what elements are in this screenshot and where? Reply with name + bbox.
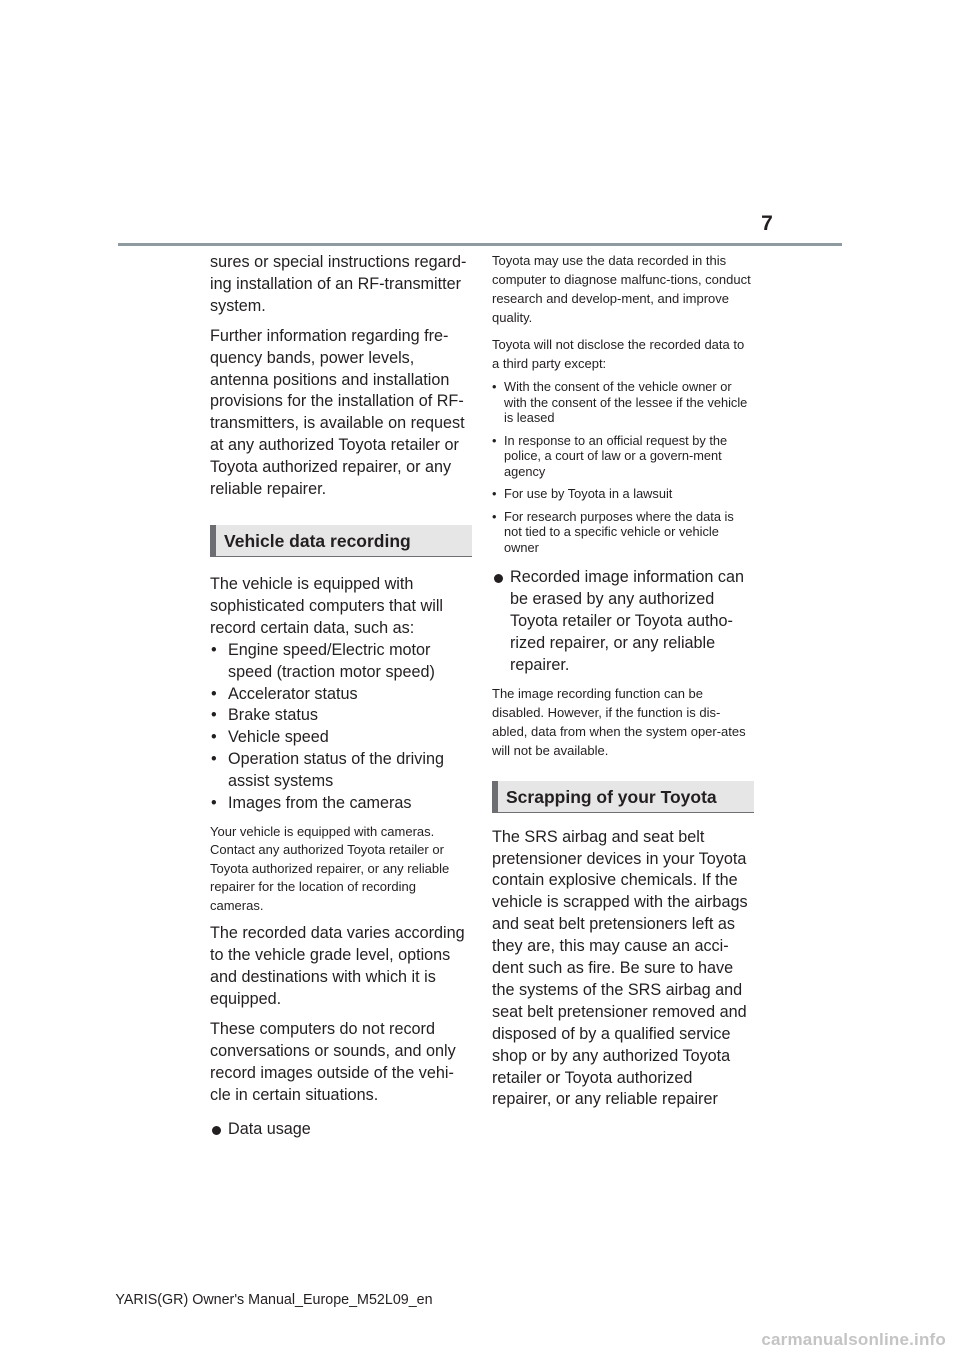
bullet-dot-icon <box>212 1126 221 1135</box>
rf-instructions-paragraph: sures or special instructions regard-ing installation of an RF-transmitter system. <box>210 253 467 315</box>
list-item: • For research purposes where the data is not tied to a specific vehicle or vehicle owner <box>492 508 734 555</box>
watermark: carmanualsonline.info <box>761 1330 946 1349</box>
recorded-data-list <box>210 640 472 815</box>
rf-information-paragraph: Further information regarding fre-quency bands, power levels, antenna positions and installation provisions for the installation of RF-transmitters, is available on request at any authorized Toyota retailer or Toyota authorized repairer, or any reliable repairer. <box>210 326 465 499</box>
list-item: • For use by Toyota in a lawsuit <box>492 486 673 502</box>
list-item: • Images from the cameras <box>211 794 412 813</box>
scrapping-paragraph: The SRS airbag and seat belt pretensioner devices in your Toyota contain explosive chemicals. If the vehicle is scrapped with the airbags and seat belt pretensioners left as they are, this may cause an acci-dent such as fire. Be sure to have the systems of the SRS airbag and seat belt pretensioner removed and disposed of by a qualified service shop or by any authorized Toyota retailer or Toyota authorized repairer, or any reliable repairer <box>492 827 748 1109</box>
scrapping-heading: Scrapping of your Toyota <box>492 781 754 813</box>
image-recording-disable-note: The image recording function can be disabled. However, if the function is dis-abled, data from when the system oper-ates will not be available. <box>492 685 746 758</box>
footer-manual-title: YARIS(GR) Owner's Manual_Europe_M52L09_en <box>115 1292 433 1308</box>
list-item: • Accelerator status <box>211 684 358 703</box>
page-number: 7 <box>761 212 773 235</box>
no-sound-recording-paragraph: These computers do not record conversations or sounds, and only record images outside of the vehi-cle in certain situations. <box>210 1020 456 1104</box>
cameras-note: Your vehicle is equipped with cameras. Contact any authorized Toyota retailer or Toyota authorized repairer, or any reliable repairer for the location of recording cameras. <box>210 823 450 913</box>
list-item: • Brake status <box>211 706 318 725</box>
bullet-dot-icon <box>494 574 503 583</box>
vehicle-data-recording-heading: Vehicle data recording <box>210 525 472 557</box>
right-column <box>492 252 754 1119</box>
disclosure-paragraph: Toyota will not disclose the recorded data to a third party except: <box>492 336 745 371</box>
list-item: • With the consent of the vehicle owner or with the consent of the lessee if the vehicle is leased <box>492 379 748 426</box>
disclosure-exceptions-list <box>492 379 754 555</box>
list-item: • In response to an official request by the police, a court of law or a govern-ment agency <box>492 432 728 479</box>
data-use-paragraph: Toyota may use the data recorded in this computer to diagnose malfunc-tions, conduct research and develop-ment, and improve quality. <box>492 253 751 325</box>
recorded-data-varies-paragraph: The recorded data varies according to the vehicle grade level, options and destinations with which it is equipped. <box>210 924 465 1009</box>
list-item: • Vehicle speed <box>211 728 329 747</box>
vehicle-computers-paragraph: The vehicle is equipped with sophisticated computers that will record certain data, such as: <box>210 574 444 637</box>
data-usage-item: Data usage <box>210 1119 472 1141</box>
list-item: • Engine speed/Electric motor speed (traction motor speed) <box>211 640 435 681</box>
header-rule <box>118 243 842 246</box>
recorded-image-item: Recorded image information can be erased by any authorized Toyota retailer or Toyota autho-rized repairer, or any reliable repairer. <box>492 567 754 677</box>
list-item: • Operation status of the driving assist systems <box>211 750 444 791</box>
left-column <box>210 252 472 1149</box>
